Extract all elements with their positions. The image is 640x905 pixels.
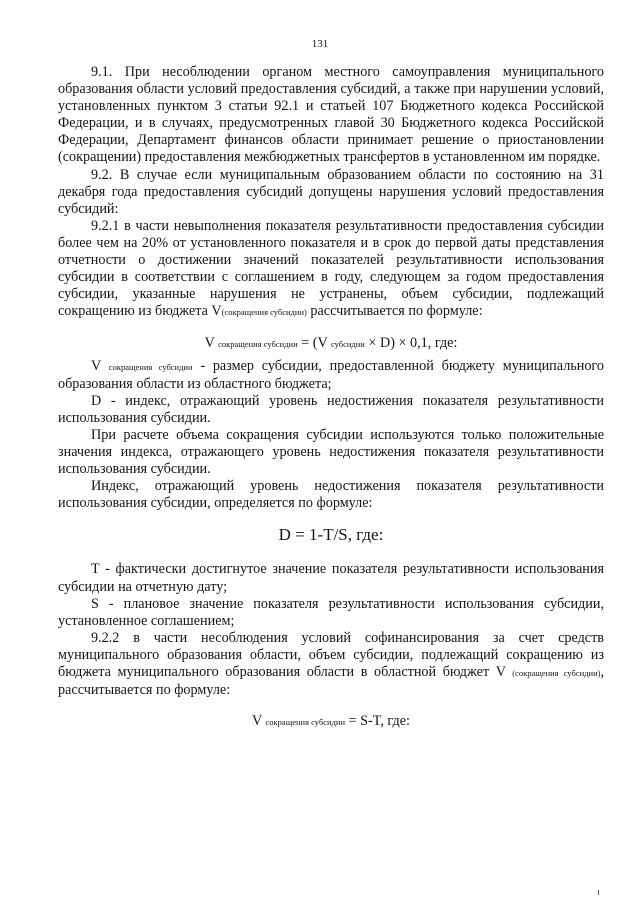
- subscript: сокращения субсидии: [218, 339, 298, 350]
- definition-v: V сокращения субсидии - размер субсидии, предоставленной бюджету муниципального образования области из областного бюджета;: [58, 357, 604, 392]
- subscript: (сокращения субсидии): [512, 668, 601, 678]
- definition-d: D - индекс, отражающий уровень недостижения показателя результативности использования субсидии.: [58, 392, 604, 426]
- paragraph-9-2-1: 9.2.1 в части невыполнения показателя результативности предоставления субсидии более чем на 20% от установленного показателя и в срок до первой даты представления отчетности о достижении значений показателей результативности использования субсидии в соответствии с соглашением в году, следующем за годом предоставления субсидии, указанные нарушения не устранены, объем субсидии, подлежащий сокращению из бюджета V(сокращения субсидии) рассчитывается по формуле:: [58, 217, 604, 320]
- formula-cofinancing: V сокращения субсидии = S-T, где:: [251, 713, 411, 730]
- scan-mark: [598, 890, 599, 895]
- formula-reduction: V сокращения субсидии = (V субсидии × D) × 0,1, где:: [204, 335, 458, 352]
- definition-s: S - плановое значение показателя результативности использования субсидии, установленное соглашением;: [58, 595, 604, 629]
- paragraph-9-2: 9.2. В случае если муниципальным образованием области по состоянию на 31 декабря года предоставления субсидий допущены нарушения условий предоставления субсидий:: [58, 166, 604, 217]
- page-number: 131: [311, 38, 329, 50]
- paragraph-index: Индекс, отражающий уровень недостижения показателя результативности использования субсидии, определяется по формуле:: [58, 478, 604, 512]
- subscript: сокращения субсидии: [108, 361, 193, 372]
- subscript: субсидии: [330, 339, 365, 350]
- paragraph-calculation: При расчете объема сокращения субсидии используются только положительные значения индекса, отражающего уровень недостижения показателя результативности использования субсидии.: [58, 426, 604, 478]
- paragraph-9-1: 9.1. При несоблюдении органом местного самоуправления муниципального образования области условий предоставления субсидий, а также при нарушении условий, установленных пунктом 3 статьи 92.1 и статьей 107 Бюджетного кодекса Российской Федерации, и в случаях, предусмотренных главой 30 Бюджетного кодекса Российской Федерации, Департамент финансов области принимает решение о приостановлении (сокращении) предоставления межбюджетных трансфертов в установленном им порядке.: [58, 64, 604, 166]
- subscript: сокращения субсидии: [265, 717, 346, 728]
- document-body: [58, 64, 604, 731]
- formula-index: D = 1-T/S, где:: [278, 525, 384, 545]
- subscript: (сокращения субсидии): [221, 307, 307, 318]
- paragraph-9-2-2: 9.2.2 в части несоблюдения условий софинансирования за счет средств муниципального образования области, объем субсидии, подлежащий сокращению из бюджета муниципального образования области в областной бюджет V (сокращения субсидии), рассчитывается по формуле:: [58, 629, 604, 699]
- definition-t: T - фактически достигнутое значение показателя результативности использования субсидии на отчетную дату;: [58, 561, 604, 595]
